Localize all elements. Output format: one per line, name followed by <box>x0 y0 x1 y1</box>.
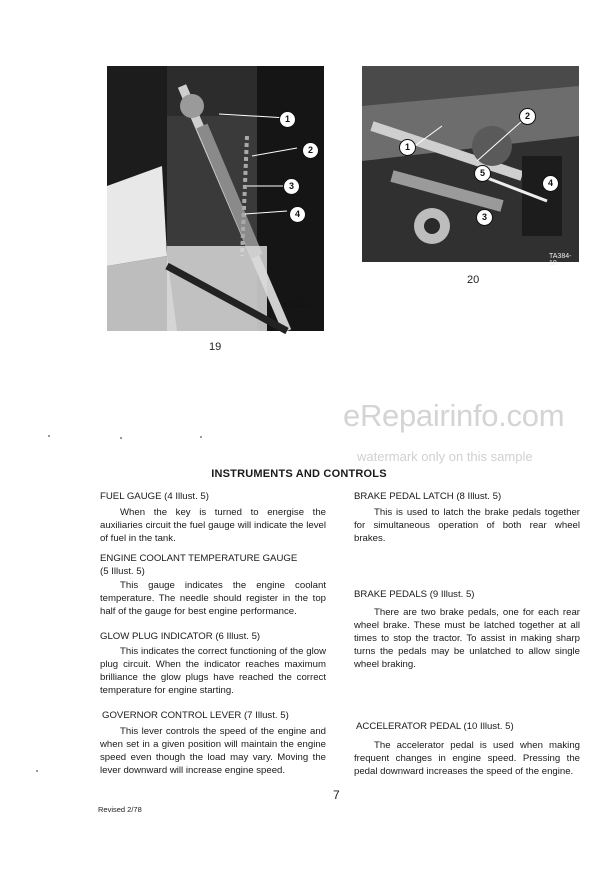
revised-date: Revised 2/78 <box>98 805 142 814</box>
glow-plug-body: This indicates the correct functioning of the glow plug circuit. When the indicator reaches maximum brilliance the glow plugs have reached the correct temperature for engine starting. <box>100 646 326 696</box>
governor-lever-body: This lever controls the speed of the engine and when set in a given position will maintain the engine speed even though the load may vary. Moving the lever downward will increase engine speed. <box>100 726 326 776</box>
figure-19-callout-2: 2 <box>302 142 319 159</box>
glow-plug-heading: GLOW PLUG INDICATOR (6 Illust. 5) <box>100 631 261 642</box>
figure-20-drawing <box>362 66 579 262</box>
figure-19-drawing <box>107 66 324 331</box>
figure-19-callout-1: 1 <box>279 111 296 128</box>
figure-20-callout-1: 1 <box>399 139 416 156</box>
scan-speck <box>120 437 122 439</box>
watermark-note: watermark only on this sample <box>357 449 533 464</box>
scan-speck <box>200 436 202 438</box>
figure-19-code: TA384-17 <box>283 303 314 310</box>
figure-20-photo <box>362 66 579 267</box>
coolant-gauge-body: This gauge indicates the engine coolant temperature. The needle should register in the top half of the gauge for best engine performance. <box>100 580 326 617</box>
figure-19-photo <box>107 66 324 331</box>
figure-20-callout-4: 4 <box>542 175 559 192</box>
figure-19-caption: 19 <box>209 341 222 353</box>
coolant-gauge-heading-ref: (5 Illust. 5) <box>100 566 145 577</box>
fuel-gauge-body: When the key is turned to energise the auxiliaries circuit the fuel gauge will indicate the level of fuel in the tank. <box>100 507 326 544</box>
brake-latch-heading: BRAKE PEDAL LATCH (8 Illust. 5) <box>354 491 502 502</box>
brake-latch-body: This is used to latch the brake pedals together for simultaneous operation of both rear wheel brakes. <box>354 507 580 544</box>
coolant-gauge-heading: ENGINE COOLANT TEMPERATURE GAUGE <box>100 553 298 564</box>
figure-20-caption: 20 <box>467 274 480 286</box>
brake-pedals-body: There are two brake pedals, one for each rear wheel brake. These must be latched together at all times to stop the tractor. To assist in making sharp turns the pedals may be unlatched to allow single wheel braking. <box>354 607 580 670</box>
scan-speck <box>48 435 50 437</box>
figure-20-callout-2: 2 <box>519 108 536 125</box>
figure-20-code: TA384-18 <box>549 253 572 267</box>
figure-19-callout-3: 3 <box>283 178 300 195</box>
accelerator-heading: ACCELERATOR PEDAL (10 Illust. 5) <box>356 721 514 732</box>
watermark-brand: eRepairinfo.com <box>343 398 565 433</box>
section-title: INSTRUMENTS AND CONTROLS <box>211 468 387 480</box>
fuel-gauge-heading: FUEL GAUGE (4 Illust. 5) <box>100 491 209 502</box>
page-number: 7 <box>333 788 340 802</box>
brake-pedals-heading: BRAKE PEDALS (9 Illust. 5) <box>354 589 475 600</box>
governor-lever-heading: GOVERNOR CONTROL LEVER (7 Illust. 5) <box>102 710 289 721</box>
scan-speck <box>36 770 38 772</box>
accelerator-body: The accelerator pedal is used when making frequent changes in engine speed. Pressing the pedal downward increases the speed of the engine. <box>354 740 580 777</box>
figure-20-callout-5: 5 <box>474 165 491 182</box>
figure-20-callout-3: 3 <box>476 209 493 226</box>
figure-19-callout-4: 4 <box>289 206 306 223</box>
